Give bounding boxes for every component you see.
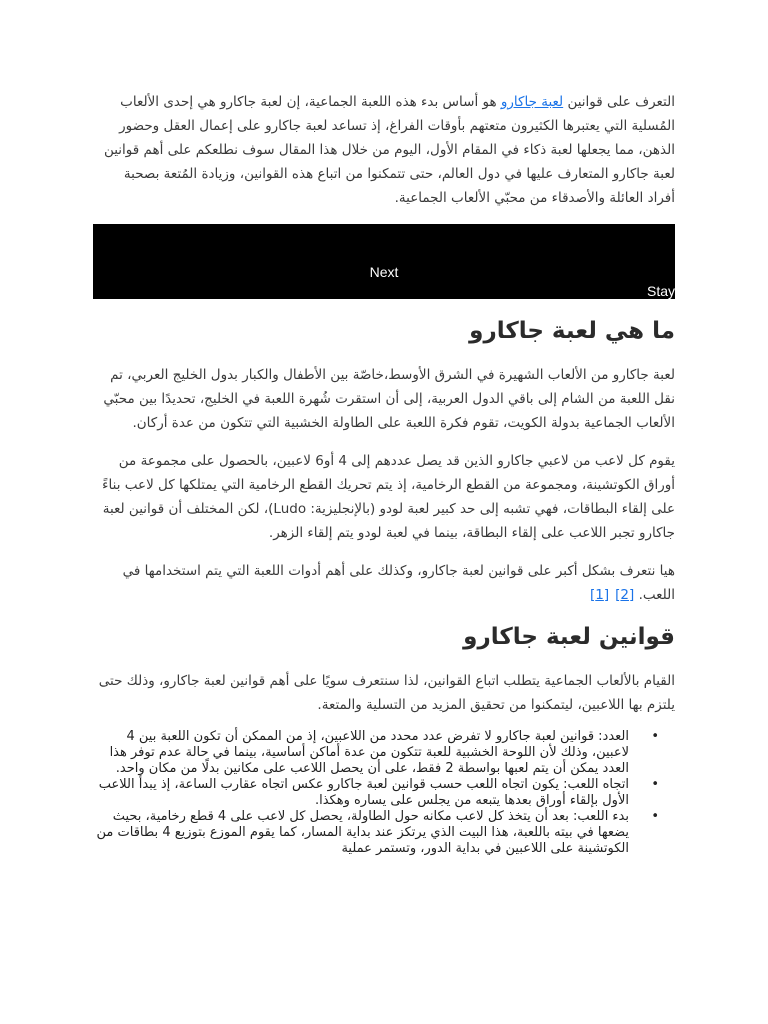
stay-button[interactable]: Stay xyxy=(646,283,675,299)
rules-list xyxy=(93,729,675,857)
section1-paragraph-1: لعبة جاكارو من الألعاب الشهيرة في الشرق الأوسط،خاصّة بين الأطفال والكبار بدول الخليج العربي، تم نقل اللعبة من الشام إلى باقي الدول العربية، إلى أن استقرت شُهرة اللعبة في الخليج، تحديدًا بين محبّي الألعاب الجماعية بدولة الكويت، تقوم فكرة اللعبة على الطاولة الخشبية التي تتكون من عدة أركان. xyxy=(103,367,675,431)
section1-paragraph-3 xyxy=(93,559,675,607)
bullet-icon: • xyxy=(651,729,659,744)
section-heading-what-is-jackaroo: ما هي لعبة جاكارو xyxy=(469,318,675,344)
list-item xyxy=(93,809,659,857)
rule-text-start: بدء اللعب: بعد أن يتخذ كل لاعب مكانه حول الطاولة، يحصل كل لاعب على 4 قطع رخامية، بحيث يضعها في بيته باللعبة، هذا البيت الذي يرتكز عند بداية المسار، كما يقوم الموزع بتوزيع 4 بطاقات من الكوتشينة على اللاعبين في بداية الدور، وتستمر عملية xyxy=(96,809,629,856)
list-item xyxy=(93,729,659,777)
section-heading-jackaroo-rules: قوانين لعبة جاكارو xyxy=(463,624,675,650)
bullet-icon: • xyxy=(651,777,659,792)
bullet-icon: • xyxy=(651,809,659,824)
intro-text-before: التعرف على قوانين xyxy=(563,94,675,110)
reference-links xyxy=(584,587,634,603)
video-player-banner[interactable] xyxy=(93,224,675,299)
reference-link-1[interactable]: [1] xyxy=(589,587,610,603)
section2-paragraph: القيام بالألعاب الجماعية يتطلب اتباع القوانين، لذا سنتعرف سويًا على أهم قوانين لعبة جاكارو، وذلك حتى يلتزم بها اللاعبين، ليتمكنوا من تحقيق المزيد من التسلية والمتعة. xyxy=(98,673,675,713)
jackaroo-game-link[interactable]: لعبة جاكارو xyxy=(500,94,564,110)
intro-paragraph xyxy=(93,90,675,210)
article xyxy=(93,90,675,857)
list-item xyxy=(93,777,659,809)
reference-link-2[interactable]: [2] xyxy=(615,587,635,603)
next-video-label[interactable]: Next xyxy=(369,264,399,280)
rule-text-count: العدد: قوانين لعبة جاكارو لا تفرض عدد محدد من اللاعبين، إذ من الممكن أن تكون اللعبة بين 4 لاعبين، وذلك لأن اللوحة الخشبية للعبة تتكون من عدة أماكن أساسية، بينما في حالة عدم توفر هذا العدد يمكن أن يتم لعبها بواسطة 2 فقط، على أن يحصل اللاعب على مكانين بدلًا من مكان واحد. xyxy=(109,729,629,776)
rule-text-direction: اتجاه اللعب: يكون اتجاه اللعب حسب قوانين لعبة جاكارو عكس اتجاه عقارب الساعة، إذ يبدأ اللاعب الأول بإلقاء أوراق بعدها يتبعه من يجلس على يساره وهكذا. xyxy=(98,777,629,808)
intro-text-after: هو أساس بدء هذه اللعبة الجماعية، إن لعبة جاكارو هي إحدى الألعاب المُسلية التي يعتبرها الكثيرون متعتهم بأوقات الفراغ، إذ تساعد لعبة جاكارو على إعمال العقل وحضور الذهن، مما يجعلها لعبة ذكاء في المقام الأول، اليوم من خلال هذا المقال سوف نطلعكم على أهم قوانين لعبة جاكارو المتعارف عليها في دول العالم، حتى تتمكنوا من اتباع هذه القوانين، وزيادة المُتعة بصحبة أفراد العائلة والأصدقاء من محبّي الألعاب الجماعية. xyxy=(103,94,675,206)
section1-paragraph-2: يقوم كل لاعب من لاعبي جاكارو الذين قد يصل عددهم إلى 4 أو6 لاعبين، بالحصول على مجموعة من أوراق الكوتشينة، ومجموعة من القطع الرخامية، إذ يتم تحريك القطع الرخامية التي يمتلكها كل لاعب بناءً على إلقاء البطاقات، فهي تشبه إلى حد كبير لعبة لودو (بالإنجليزية: Ludo)، لكن المختلف أن قوانين لعبة جاكارو تجبر اللاعب على إلقاء البطاقة، بينما في لعبة لودو يتم إلقاء الزهر. xyxy=(102,453,675,541)
section1-paragraph-3-text: هيا نتعرف بشكل أكبر على قوانين لعبة جاكارو، وكذلك على أهم أدوات اللعبة التي يتم استخدامها في اللعب. xyxy=(122,563,675,603)
